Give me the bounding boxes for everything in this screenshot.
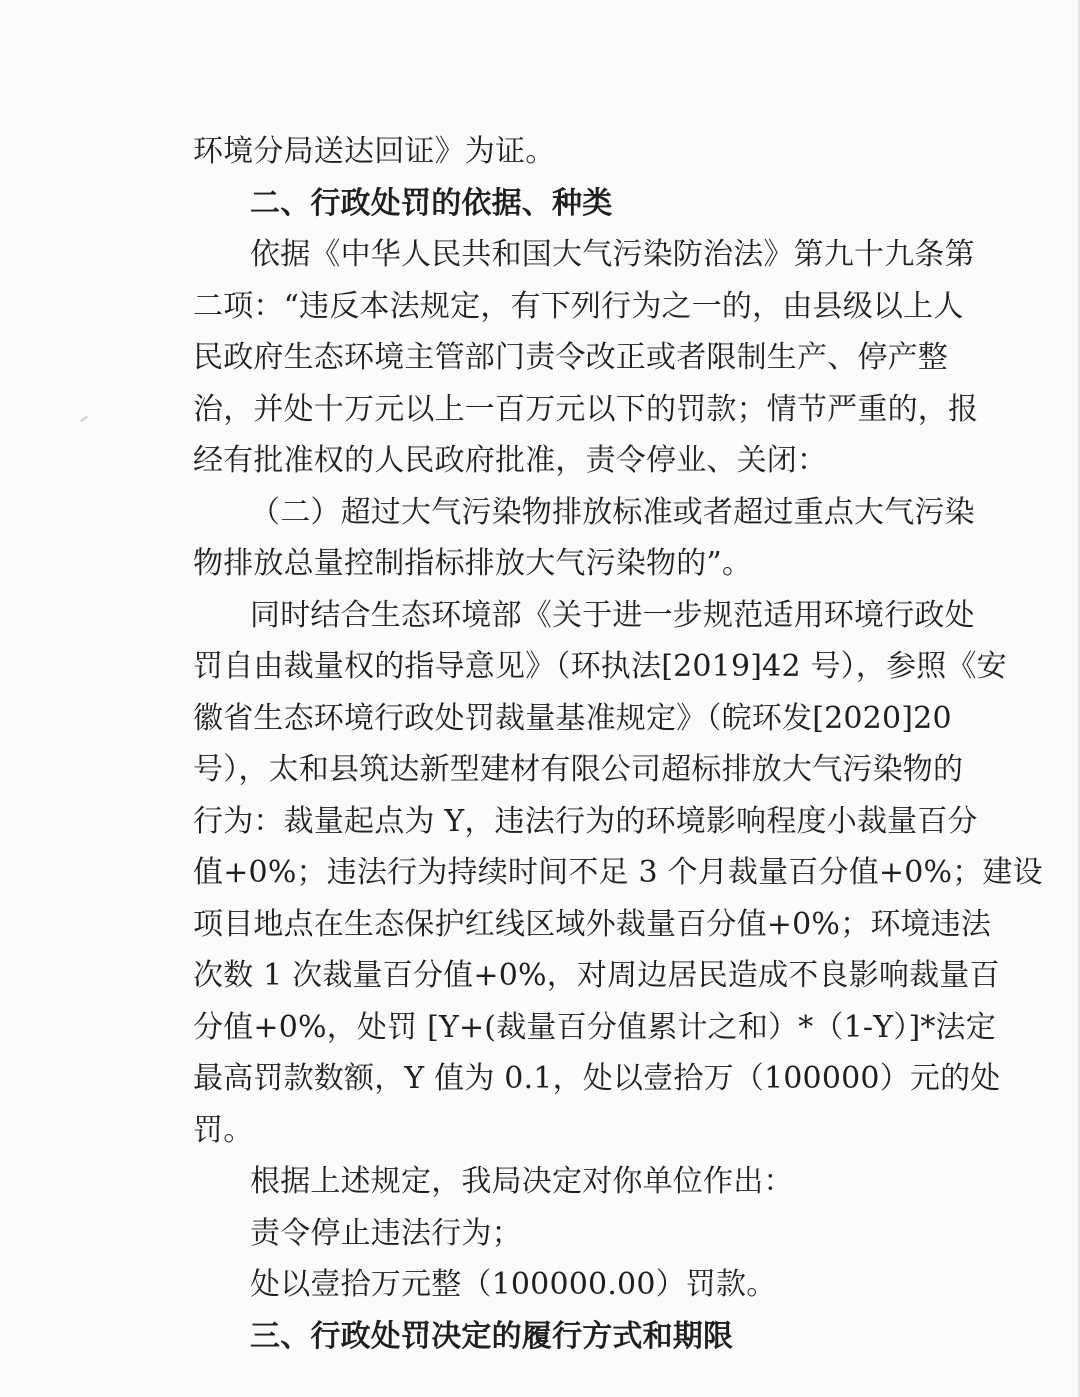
page-smudge — [80, 416, 88, 422]
text-line: 环境分局送达回证》为证。 — [193, 134, 556, 169]
text-line: 行为：裁量起点为 Y，违法行为的环境影响程度小裁量百分 — [193, 804, 978, 839]
text-line: 罚。 — [193, 1113, 254, 1148]
text-line: （二）超过大气污染物排放标准或者超过重点大气污染 — [250, 495, 975, 530]
text-line: 民政府生态环境主管部门责令改正或者限制生产、停产整 — [193, 340, 948, 375]
section-heading: 三、行政处罚决定的履行方式和期限 — [250, 1319, 734, 1354]
text-line: 依据《中华人民共和国大气污染防治法》第九十九条第 — [250, 237, 975, 272]
text-line: 罚自由裁量权的指导意见》（环执法[2019]42 号），参照《安 — [193, 649, 1007, 684]
text-line: 根据上述规定，我局决定对你单位作出： — [250, 1164, 794, 1199]
text-line: 次数 1 次裁量百分值+0%，对周边居民造成不良影响裁量百 — [193, 958, 1000, 993]
text-line: 分值+0%，处罚 [Y+(裁量百分值累计之和）*（1-Y）]*法定 — [193, 1010, 996, 1045]
text-line: 值+0%；违法行为持续时间不足 3 个月裁量百分值+0%；建设 — [193, 855, 1043, 890]
text-line: 二项：“违反本法规定，有下列行为之一的，由县级以上人 — [193, 289, 964, 324]
text-line: 责令停止违法行为； — [250, 1216, 522, 1251]
text-line: 物排放总量控制指标排放大气污染物的”。 — [193, 546, 753, 581]
text-line: 项目地点在生态保护红线区域外裁量百分值+0%；环境违法 — [193, 907, 992, 942]
text-line: 号），太和县筑达新型建材有限公司超标排放大气污染物的 — [193, 752, 964, 787]
text-line: 徽省生态环境行政处罚裁量基准规定》（皖环发[2020]20 — [193, 701, 952, 736]
text-line: 处以壹拾万元整（100000.00）罚款。 — [250, 1267, 777, 1302]
section-heading: 二、行政处罚的依据、种类 — [250, 186, 613, 221]
text-line: 同时结合生态环境部《关于进一步规范适用环境行政处 — [250, 598, 975, 633]
text-line: 经有批准权的人民政府批准，责令停业、关闭： — [193, 443, 828, 478]
text-line: 治，并处十万元以上一百万元以下的罚款；情节严重的，报 — [193, 392, 979, 427]
text-line: 最高罚款数额，Y 值为 0.1，处以壹拾万（100000）元的处 — [193, 1061, 1001, 1096]
